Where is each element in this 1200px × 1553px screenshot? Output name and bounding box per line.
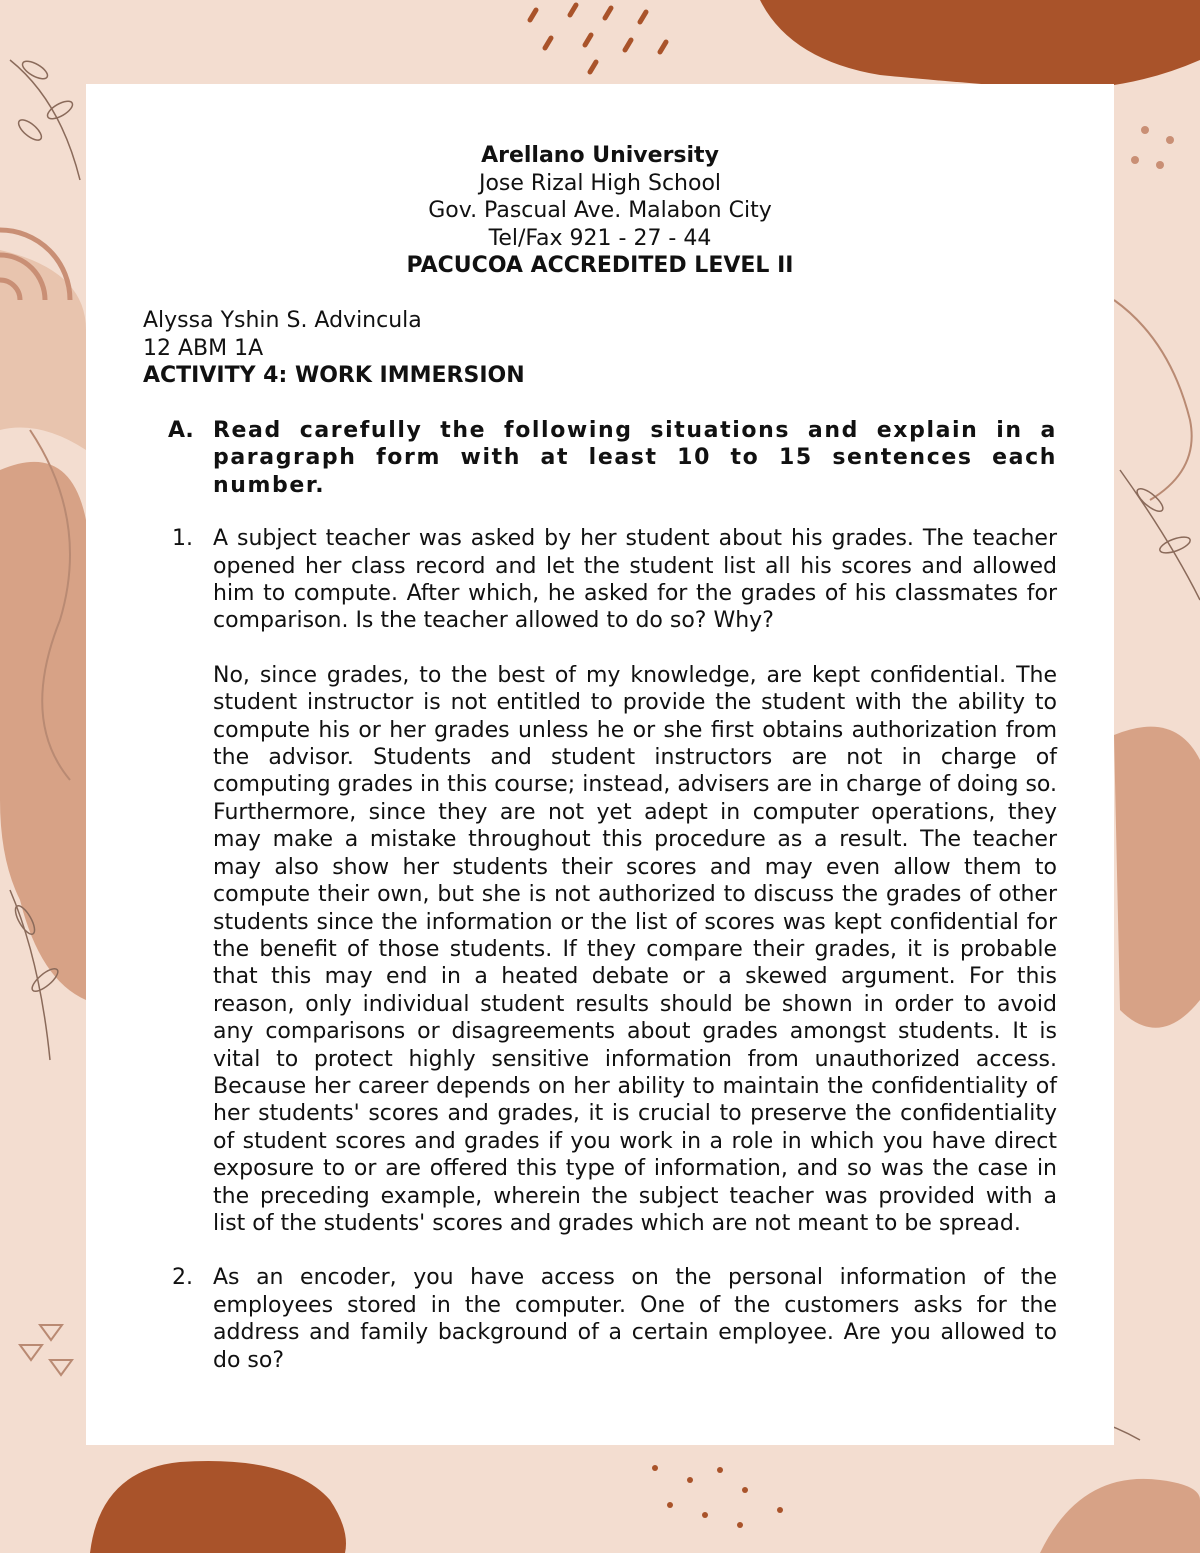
university-name: Arellano University — [481, 143, 719, 168]
section-a-instruction: Read carefully the following situations and explain in a paragraph form with at least 10 to 15 sentences each number. — [213, 418, 1057, 498]
dot-cluster-bottom — [652, 1465, 783, 1528]
activity-content — [168, 417, 1057, 1374]
document-page — [86, 84, 1114, 1445]
question-2 — [172, 1264, 1057, 1374]
question-1 — [172, 525, 1057, 1237]
accreditation-label: PACUCOA ACCREDITED LEVEL II — [406, 253, 794, 278]
question-1-number: 1. — [172, 526, 193, 552]
student-section: 12 ABM 1A — [143, 335, 264, 361]
question-1-text: A subject teacher was asked by her student about his grades. The teacher opened her class record and let the student list all his scores and allowed him to compute. After which, he asked for the grades of his classmates for comparison. Is the teacher allowed to do so? Why? — [213, 526, 1057, 634]
activity-title: ACTIVITY 4: WORK IMMERSION — [143, 363, 525, 388]
blob-right — [1114, 727, 1200, 1028]
question-1-answer: No, since grades, to the best of my knowledge, are kept confidential. The student instructor is not entitled to provide the student with the ability to compute his or her grades unless he or she first obtains authorization from the advisor. Students and student instructors are not in charge of computing grades in this course; instead, advisers are in charge of doing so. Furthermore, since they are not yet adept in computer operations, they may make a mistake throughout this procedure as a result. The teacher may also show her students their scores and may even allow them to compute their own, but she is not authorized to discuss the grades of other students since the information or the list of scores was kept confidential for the benefit of those students. If they compare their grades, it is probable that this may end in a heated debate or a skewed argument. For this reason, only individual student results should be shown in order to avoid any comparisons or disagreements about grades amongst students. It is vital to protect highly sensitive information from unauthorized access. Because her career depends on her ability to maintain the confidentiality of her students' scores and grades, it is crucial to preserve the confidentiality of student scores and grades if you work in a role in which you have direct exposure to or are offered this type of information, and so was the case in the preceding example, wherein the subject teacher was provided with a list of the students' scores and grades which are not meant to be spread. — [213, 662, 1057, 1236]
question-2-text: As an encoder, you have access on the personal information of the employees stored in the computer. One of the customers asks for the address and family background of a certain employee. Are you allowed to do so? — [213, 1265, 1057, 1373]
section-a-marker: A. — [168, 418, 194, 443]
dash-marks — [530, 5, 666, 72]
section-a — [168, 417, 1057, 499]
school-name: Jose Rizal High School — [478, 170, 722, 196]
school-header — [86, 142, 1114, 280]
triangle-outlines — [20, 1325, 72, 1375]
dot-cluster — [1131, 126, 1174, 169]
blob-top-right — [760, 0, 1200, 89]
student-info — [143, 307, 525, 390]
question-2-number: 2. — [172, 1265, 193, 1291]
student-name: Alyssa Yshin S. Advincula — [143, 308, 422, 333]
blob-bottom-right — [1040, 1479, 1200, 1553]
blob-bottom-left — [90, 1461, 346, 1553]
school-address: Gov. Pascual Ave. Malabon City — [428, 198, 772, 223]
school-telfax: Tel/Fax 921 - 27 - 44 — [488, 225, 712, 251]
flowing-line-right — [1114, 300, 1192, 500]
blob-left — [0, 462, 86, 1000]
